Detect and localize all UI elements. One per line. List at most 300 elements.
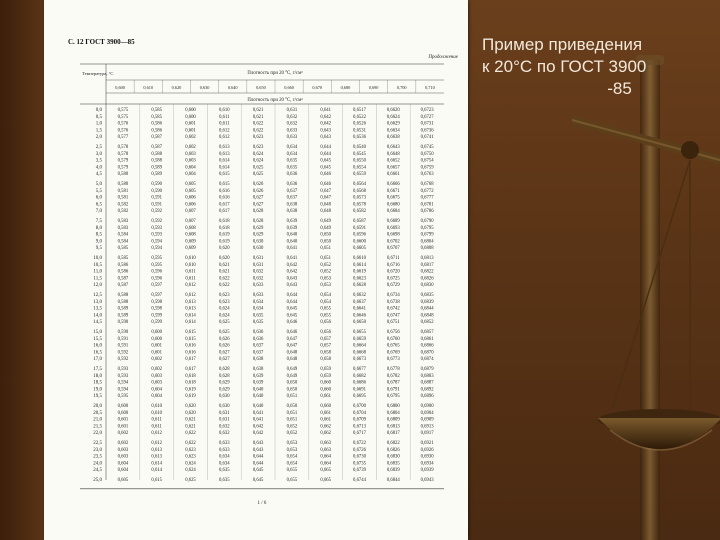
density-cell: 0,6808 <box>420 246 434 252</box>
temperature-cell: 4,5 <box>95 172 102 178</box>
density-cell: 0,642 <box>320 114 331 120</box>
density-cell: 0,650 <box>286 380 298 386</box>
density-cell: 0,642 <box>252 431 264 437</box>
density-cell: 0,618 <box>185 380 196 386</box>
density-cell: 0,636 <box>286 182 298 187</box>
density-cell: 0,6765 <box>386 343 400 349</box>
density-cell: 0,6726 <box>353 447 366 453</box>
density-cell: 0,625 <box>252 172 264 178</box>
density-cell: 0,606 <box>185 202 196 208</box>
density-cell: 0,623 <box>219 299 230 305</box>
density-cell: 0,614 <box>219 165 230 171</box>
temperature-cell: 14,5 <box>93 320 102 326</box>
density-cell: 0,596 <box>151 269 162 275</box>
density-cell: 0,631 <box>252 256 264 261</box>
density-cell: 0,6730 <box>353 454 366 460</box>
density-cell: 0,607 <box>185 219 196 224</box>
density-cell: 0,651 <box>286 410 298 416</box>
density-cell: 0,575 <box>117 114 129 120</box>
density-table <box>44 0 468 540</box>
density-cell: 0,628 <box>219 367 230 372</box>
density-cell: 0,6629 <box>386 121 400 127</box>
density-cell: 0,6673 <box>353 357 366 363</box>
density-cell: 0,6741 <box>420 135 434 141</box>
density-cell: 0,6591 <box>353 225 366 231</box>
density-cell: 0,6659 <box>353 336 366 342</box>
density-cell: 0,589 <box>151 165 162 171</box>
temperature-cell: 21,0 <box>93 417 102 423</box>
density-cell: 0,6795 <box>386 394 400 400</box>
density-cell: 0,589 <box>151 172 162 178</box>
density-cell: 0,6939 <box>420 468 434 474</box>
density-cell: 0,6559 <box>353 172 366 178</box>
density-cell: 0,594 <box>117 380 129 386</box>
density-cell: 0,6768 <box>420 182 434 187</box>
density-cell: 0,636 <box>286 172 298 178</box>
density-cell: 0,591 <box>151 202 162 208</box>
density-cell: 0,6668 <box>353 350 366 356</box>
density-cell: 0,611 <box>151 417 162 423</box>
density-cell: 0,652 <box>320 269 331 275</box>
density-cell: 0,6900 <box>420 404 434 409</box>
temperature-cell: 7,5 <box>95 219 102 224</box>
density-cell: 0,602 <box>151 367 162 372</box>
density-cell: 0,627 <box>252 195 264 201</box>
density-cell: 0,6790 <box>420 219 434 224</box>
density-cell: 0,624 <box>219 306 230 312</box>
density-cell: 0,582 <box>117 209 129 215</box>
density-cell: 0,630 <box>219 404 230 409</box>
temperature-cell: 20,5 <box>93 410 102 416</box>
density-cell: 0,6643 <box>386 145 400 150</box>
density-cell: 0,6773 <box>386 357 400 363</box>
density-cell: 0,601 <box>151 343 162 349</box>
density-cell: 0,644 <box>252 454 264 460</box>
density-cell: 0,6624 <box>386 114 400 120</box>
density-cell: 0,657 <box>320 343 331 349</box>
density-cell: 0,602 <box>117 431 129 437</box>
density-cell: 0,601 <box>185 128 196 134</box>
density-cell: 0,6883 <box>420 373 434 379</box>
density-cell: 0,600 <box>151 336 162 342</box>
density-cell: 0,6573 <box>353 195 366 201</box>
density-cell: 0,6830 <box>386 454 400 460</box>
density-cell: 0,642 <box>286 262 298 268</box>
density-cell: 0,650 <box>286 404 298 409</box>
density-cell: 0,636 <box>252 336 264 342</box>
density-cell: 0,625 <box>252 165 264 171</box>
density-cell: 0,623 <box>252 145 264 150</box>
density-cell: 0,602 <box>117 441 129 446</box>
density-cell: 0,602 <box>185 135 196 141</box>
density-cell: 0,6917 <box>420 431 434 437</box>
density-cell: 0,632 <box>252 276 264 282</box>
density-cell: 0,6648 <box>386 151 400 157</box>
density-cell: 0,617 <box>185 367 196 372</box>
density-cell: 0,612 <box>219 128 230 134</box>
density-cell: 0,615 <box>219 182 230 187</box>
col-header-label: 0,640 <box>227 85 238 90</box>
density-cell: 0,603 <box>117 447 129 453</box>
density-cell: 0,6646 <box>353 313 366 319</box>
density-cell: 0,6531 <box>353 128 366 134</box>
temperature-cell: 6,0 <box>95 195 102 201</box>
density-cell: 0,620 <box>185 404 196 409</box>
density-cell: 0,577 <box>117 135 129 141</box>
density-cell: 0,641 <box>286 256 298 261</box>
density-cell: 0,6684 <box>386 209 400 215</box>
density-cell: 0,633 <box>252 293 264 298</box>
density-cell: 0,586 <box>151 128 162 134</box>
density-cell: 0,622 <box>219 276 230 282</box>
density-cell: 0,6934 <box>420 461 434 467</box>
density-cell: 0,6610 <box>353 256 366 261</box>
temperature-cell: 4,0 <box>95 165 102 171</box>
density-cell: 0,664 <box>320 454 331 460</box>
density-cell: 0,6738 <box>386 299 400 305</box>
density-cell: 0,597 <box>151 293 162 298</box>
density-cell: 0,603 <box>117 454 129 460</box>
density-cell: 0,653 <box>320 276 331 282</box>
density-cell: 0,657 <box>320 336 331 342</box>
density-cell: 0,600 <box>185 114 196 120</box>
density-cell: 0,634 <box>252 299 264 305</box>
density-cell: 0,6655 <box>353 330 366 335</box>
density-cell: 0,629 <box>252 225 264 231</box>
density-cell: 0,655 <box>320 306 331 312</box>
density-cell: 0,652 <box>320 262 331 268</box>
density-cell: 0,628 <box>219 373 230 379</box>
density-cell: 0,635 <box>286 158 298 164</box>
density-cell: 0,633 <box>219 441 230 446</box>
density-cell: 0,585 <box>151 108 162 113</box>
density-cell: 0,621 <box>219 269 230 275</box>
temperature-cell: 1,0 <box>95 121 102 127</box>
density-cell: 0,644 <box>320 145 331 150</box>
density-cell: 0,586 <box>117 262 129 268</box>
density-cell: 0,607 <box>185 209 196 215</box>
density-cell: 0,6852 <box>420 320 434 326</box>
col-header-label: 0,670 <box>312 85 323 90</box>
density-cell: 0,631 <box>252 262 264 268</box>
density-cell: 0,6739 <box>353 468 366 474</box>
density-cell: 0,591 <box>117 343 129 349</box>
density-cell: 0,596 <box>151 276 162 282</box>
temperature-cell: 23,0 <box>93 447 102 453</box>
density-cell: 0,593 <box>151 225 162 231</box>
density-cell: 0,6887 <box>420 380 434 386</box>
density-cell: 0,6725 <box>386 276 400 282</box>
density-cell: 0,622 <box>185 431 196 437</box>
density-cell: 0,622 <box>185 441 196 446</box>
density-cell: 0,592 <box>151 219 162 224</box>
density-cell: 0,6582 <box>353 209 366 215</box>
temperature-cell: 9,0 <box>95 239 102 245</box>
density-cell: 0,6689 <box>386 219 400 224</box>
density-cell: 0,626 <box>219 343 230 349</box>
slide-title-line-3: -85 <box>607 79 632 98</box>
temperature-cell: 18,0 <box>93 373 102 379</box>
density-cell: 0,585 <box>117 246 129 252</box>
density-cell: 0,625 <box>219 320 230 326</box>
density-cell: 0,663 <box>320 441 331 446</box>
density-cell: 0,610 <box>219 108 230 113</box>
density-cell: 0,6711 <box>386 256 400 261</box>
density-cell: 0,637 <box>252 343 264 349</box>
density-cell: 0,6522 <box>353 114 366 120</box>
density-cell: 0,6750 <box>420 151 434 157</box>
density-cell: 0,644 <box>286 299 298 305</box>
density-cell: 0,6536 <box>353 135 366 141</box>
density-cell: 0,6804 <box>420 239 434 245</box>
page-header: С. 12 ГОСТ 3900—85 <box>68 38 135 46</box>
density-cell: 0,6781 <box>420 202 434 208</box>
density-cell: 0,6904 <box>420 410 434 416</box>
density-cell: 0,6930 <box>420 454 434 460</box>
temperature-cell: 5,0 <box>95 182 102 187</box>
density-cell: 0,590 <box>117 330 129 335</box>
density-cell: 0,647 <box>286 343 298 349</box>
temperature-cell: 17,5 <box>93 367 102 372</box>
density-cell: 0,631 <box>219 417 230 423</box>
density-cell: 0,626 <box>219 336 230 342</box>
density-cell: 0,6596 <box>353 232 366 238</box>
density-cell: 0,641 <box>252 417 264 423</box>
density-cell: 0,6763 <box>420 172 434 178</box>
density-cell: 0,6619 <box>353 269 366 275</box>
density-cell: 0,649 <box>320 219 331 224</box>
density-cell: 0,625 <box>185 478 196 483</box>
density-cell: 0,6817 <box>420 262 434 268</box>
density-cell: 0,615 <box>219 172 230 178</box>
density-cell: 0,609 <box>185 246 196 252</box>
temperature-cell: 0,5 <box>95 114 102 120</box>
density-cell: 0,604 <box>117 461 129 467</box>
density-cell: 0,583 <box>117 219 129 224</box>
temperature-cell: 17,0 <box>93 357 102 363</box>
slide-title-line-1: Пример приведения <box>482 35 643 54</box>
temperature-cell: 24,5 <box>93 468 102 474</box>
density-cell: 0,661 <box>320 410 331 416</box>
density-cell: 0,6744 <box>353 478 366 483</box>
density-cell: 0,605 <box>185 182 196 187</box>
temperature-cell: 8,5 <box>95 232 102 238</box>
density-cell: 0,643 <box>286 283 298 289</box>
density-cell: 0,642 <box>320 121 331 127</box>
density-cell: 0,638 <box>286 209 298 215</box>
density-cell: 0,6729 <box>386 283 400 289</box>
density-cell: 0,6671 <box>386 188 400 194</box>
col-header-label: 0,620 <box>171 85 182 90</box>
density-cell: 0,643 <box>252 447 264 453</box>
density-cell: 0,6691 <box>353 387 366 393</box>
density-cell: 0,613 <box>151 447 162 453</box>
density-cell: 0,6650 <box>353 320 366 326</box>
density-cell: 0,593 <box>151 232 162 238</box>
density-cell: 0,6731 <box>420 121 434 127</box>
density-cell: 0,588 <box>117 299 129 305</box>
density-cell: 0,650 <box>286 387 298 393</box>
density-cell: 0,610 <box>185 262 196 268</box>
density-cell: 0,580 <box>117 182 129 187</box>
density-cell: 0,661 <box>320 394 331 400</box>
density-cell: 0,605 <box>185 188 196 194</box>
density-cell: 0,664 <box>320 461 331 467</box>
density-cell: 0,6554 <box>353 165 366 171</box>
density-cell: 0,624 <box>219 313 230 319</box>
temperature-cell: 15,5 <box>93 336 102 342</box>
density-cell: 0,588 <box>151 158 162 164</box>
density-cell: 0,635 <box>219 478 230 483</box>
density-cell: 0,640 <box>286 239 298 245</box>
density-cell: 0,632 <box>219 424 230 430</box>
density-cell: 0,643 <box>286 276 298 282</box>
density-cell: 0,6720 <box>386 269 400 275</box>
density-cell: 0,611 <box>151 424 162 430</box>
density-cell: 0,655 <box>320 313 331 319</box>
density-cell: 0,641 <box>286 246 298 252</box>
density-cell: 0,619 <box>185 387 196 393</box>
temperature-cell: 3,0 <box>95 151 102 157</box>
density-cell: 0,6826 <box>420 276 434 282</box>
density-cell: 0,6695 <box>353 394 366 400</box>
density-cell: 0,603 <box>151 373 162 379</box>
density-cell: 0,595 <box>151 262 162 268</box>
density-cell: 0,6826 <box>386 447 400 453</box>
density-cell: 0,611 <box>185 276 196 282</box>
density-cell: 0,640 <box>252 404 264 409</box>
density-cell: 0,640 <box>252 387 264 393</box>
density-cell: 0,645 <box>320 165 331 171</box>
temperature-cell: 15,0 <box>93 330 102 335</box>
density-cell: 0,604 <box>185 165 196 171</box>
density-cell: 0,643 <box>252 441 264 446</box>
density-cell: 0,591 <box>117 336 129 342</box>
density-cell: 0,621 <box>219 262 230 268</box>
document-page <box>44 0 468 540</box>
density-cell: 0,614 <box>219 158 230 164</box>
density-cell: 0,639 <box>286 219 298 224</box>
col-header-label: 0,650 <box>256 85 266 90</box>
density-cell: 0,594 <box>151 246 162 252</box>
density-cell: 0,615 <box>185 336 196 342</box>
density-cell: 0,613 <box>151 454 162 460</box>
density-cell: 0,6709 <box>353 417 366 423</box>
density-cell: 0,6666 <box>386 182 400 187</box>
density-cell: 0,6682 <box>353 373 366 379</box>
density-cell: 0,578 <box>117 145 129 150</box>
density-cell: 0,584 <box>117 239 129 245</box>
density-cell: 0,617 <box>185 357 196 363</box>
density-cell: 0,590 <box>117 320 129 326</box>
density-cell: 0,624 <box>185 468 196 474</box>
density-cell: 0,653 <box>286 447 298 453</box>
density-cell: 0,587 <box>151 135 162 141</box>
temperature-cell: 11,0 <box>93 269 102 275</box>
density-cell: 0,663 <box>320 447 331 453</box>
density-cell: 0,6799 <box>420 232 434 238</box>
density-cell: 0,630 <box>219 394 230 400</box>
density-cell: 0,6866 <box>420 343 434 349</box>
density-cell: 0,617 <box>219 202 230 208</box>
density-cell: 0,632 <box>219 431 230 437</box>
density-cell: 0,624 <box>252 151 264 157</box>
density-cell: 0,644 <box>252 461 264 467</box>
density-cell: 0,6614 <box>353 262 366 268</box>
density-cell: 0,620 <box>219 246 230 252</box>
continuation-label: Продолжение <box>428 55 458 60</box>
density-cell: 0,626 <box>252 182 264 187</box>
density-cell: 0,6723 <box>420 108 434 113</box>
density-cell: 0,581 <box>117 188 129 194</box>
density-cell: 0,656 <box>320 320 331 326</box>
density-cell: 0,621 <box>252 114 264 120</box>
density-cell: 0,645 <box>320 158 331 164</box>
density-cell: 0,627 <box>252 202 264 208</box>
temperature-cell: 13,5 <box>93 306 102 312</box>
density-cell: 0,647 <box>320 188 331 194</box>
density-cell: 0,6817 <box>386 431 400 437</box>
col-header-label: 0,630 <box>199 85 210 90</box>
density-cell: 0,6943 <box>420 478 434 483</box>
density-cell: 0,6769 <box>386 350 400 356</box>
density-cell: 0,651 <box>286 417 298 423</box>
density-cell: 0,6722 <box>353 441 366 446</box>
density-cell: 0,6896 <box>420 394 434 400</box>
density-cell: 0,630 <box>252 239 264 245</box>
density-cell: 0,6756 <box>386 330 400 335</box>
col-header-label: 0,690 <box>368 85 379 90</box>
density-cell: 0,649 <box>320 225 331 231</box>
density-cell: 0,6742 <box>386 306 400 312</box>
density-cell: 0,623 <box>252 135 264 141</box>
density-cell: 0,646 <box>320 182 331 187</box>
density-cell: 0,627 <box>219 350 230 356</box>
density-cell: 0,615 <box>151 478 162 483</box>
density-cell: 0,628 <box>252 219 264 224</box>
density-cell: 0,6787 <box>386 380 400 386</box>
density-cell: 0,603 <box>151 380 162 386</box>
temperature-cell: 14,0 <box>93 313 102 319</box>
density-cell: 0,612 <box>151 441 162 446</box>
density-cell: 0,582 <box>117 202 129 208</box>
temperature-cell: 1,5 <box>95 128 102 134</box>
density-cell: 0,612 <box>185 293 196 298</box>
density-cell: 0,649 <box>286 373 298 379</box>
density-cell: 0,604 <box>117 468 129 474</box>
density-cell: 0,585 <box>117 256 129 261</box>
density-cell: 0,616 <box>219 195 230 201</box>
density-cell: 0,648 <box>320 202 331 208</box>
density-cell: 0,620 <box>185 410 196 416</box>
density-cell: 0,614 <box>185 313 196 319</box>
density-cell: 0,624 <box>252 158 264 164</box>
density-cell: 0,591 <box>151 195 162 201</box>
density-cell: 0,662 <box>320 424 331 430</box>
temperature-cell: 19,5 <box>93 394 102 400</box>
density-cell: 0,651 <box>286 394 298 400</box>
density-cell: 0,6680 <box>386 202 400 208</box>
temperature-cell: 20,0 <box>93 404 102 409</box>
density-cell: 0,619 <box>219 239 230 245</box>
density-cell: 0,652 <box>286 431 298 437</box>
temperature-cell: 13,0 <box>93 299 102 305</box>
density-cell: 0,622 <box>219 283 230 289</box>
temperature-cell: 24,0 <box>93 461 102 467</box>
col-header-label: 0,700 <box>396 85 407 90</box>
density-cell: 0,6693 <box>386 225 400 231</box>
density-cell: 0,635 <box>219 468 230 474</box>
